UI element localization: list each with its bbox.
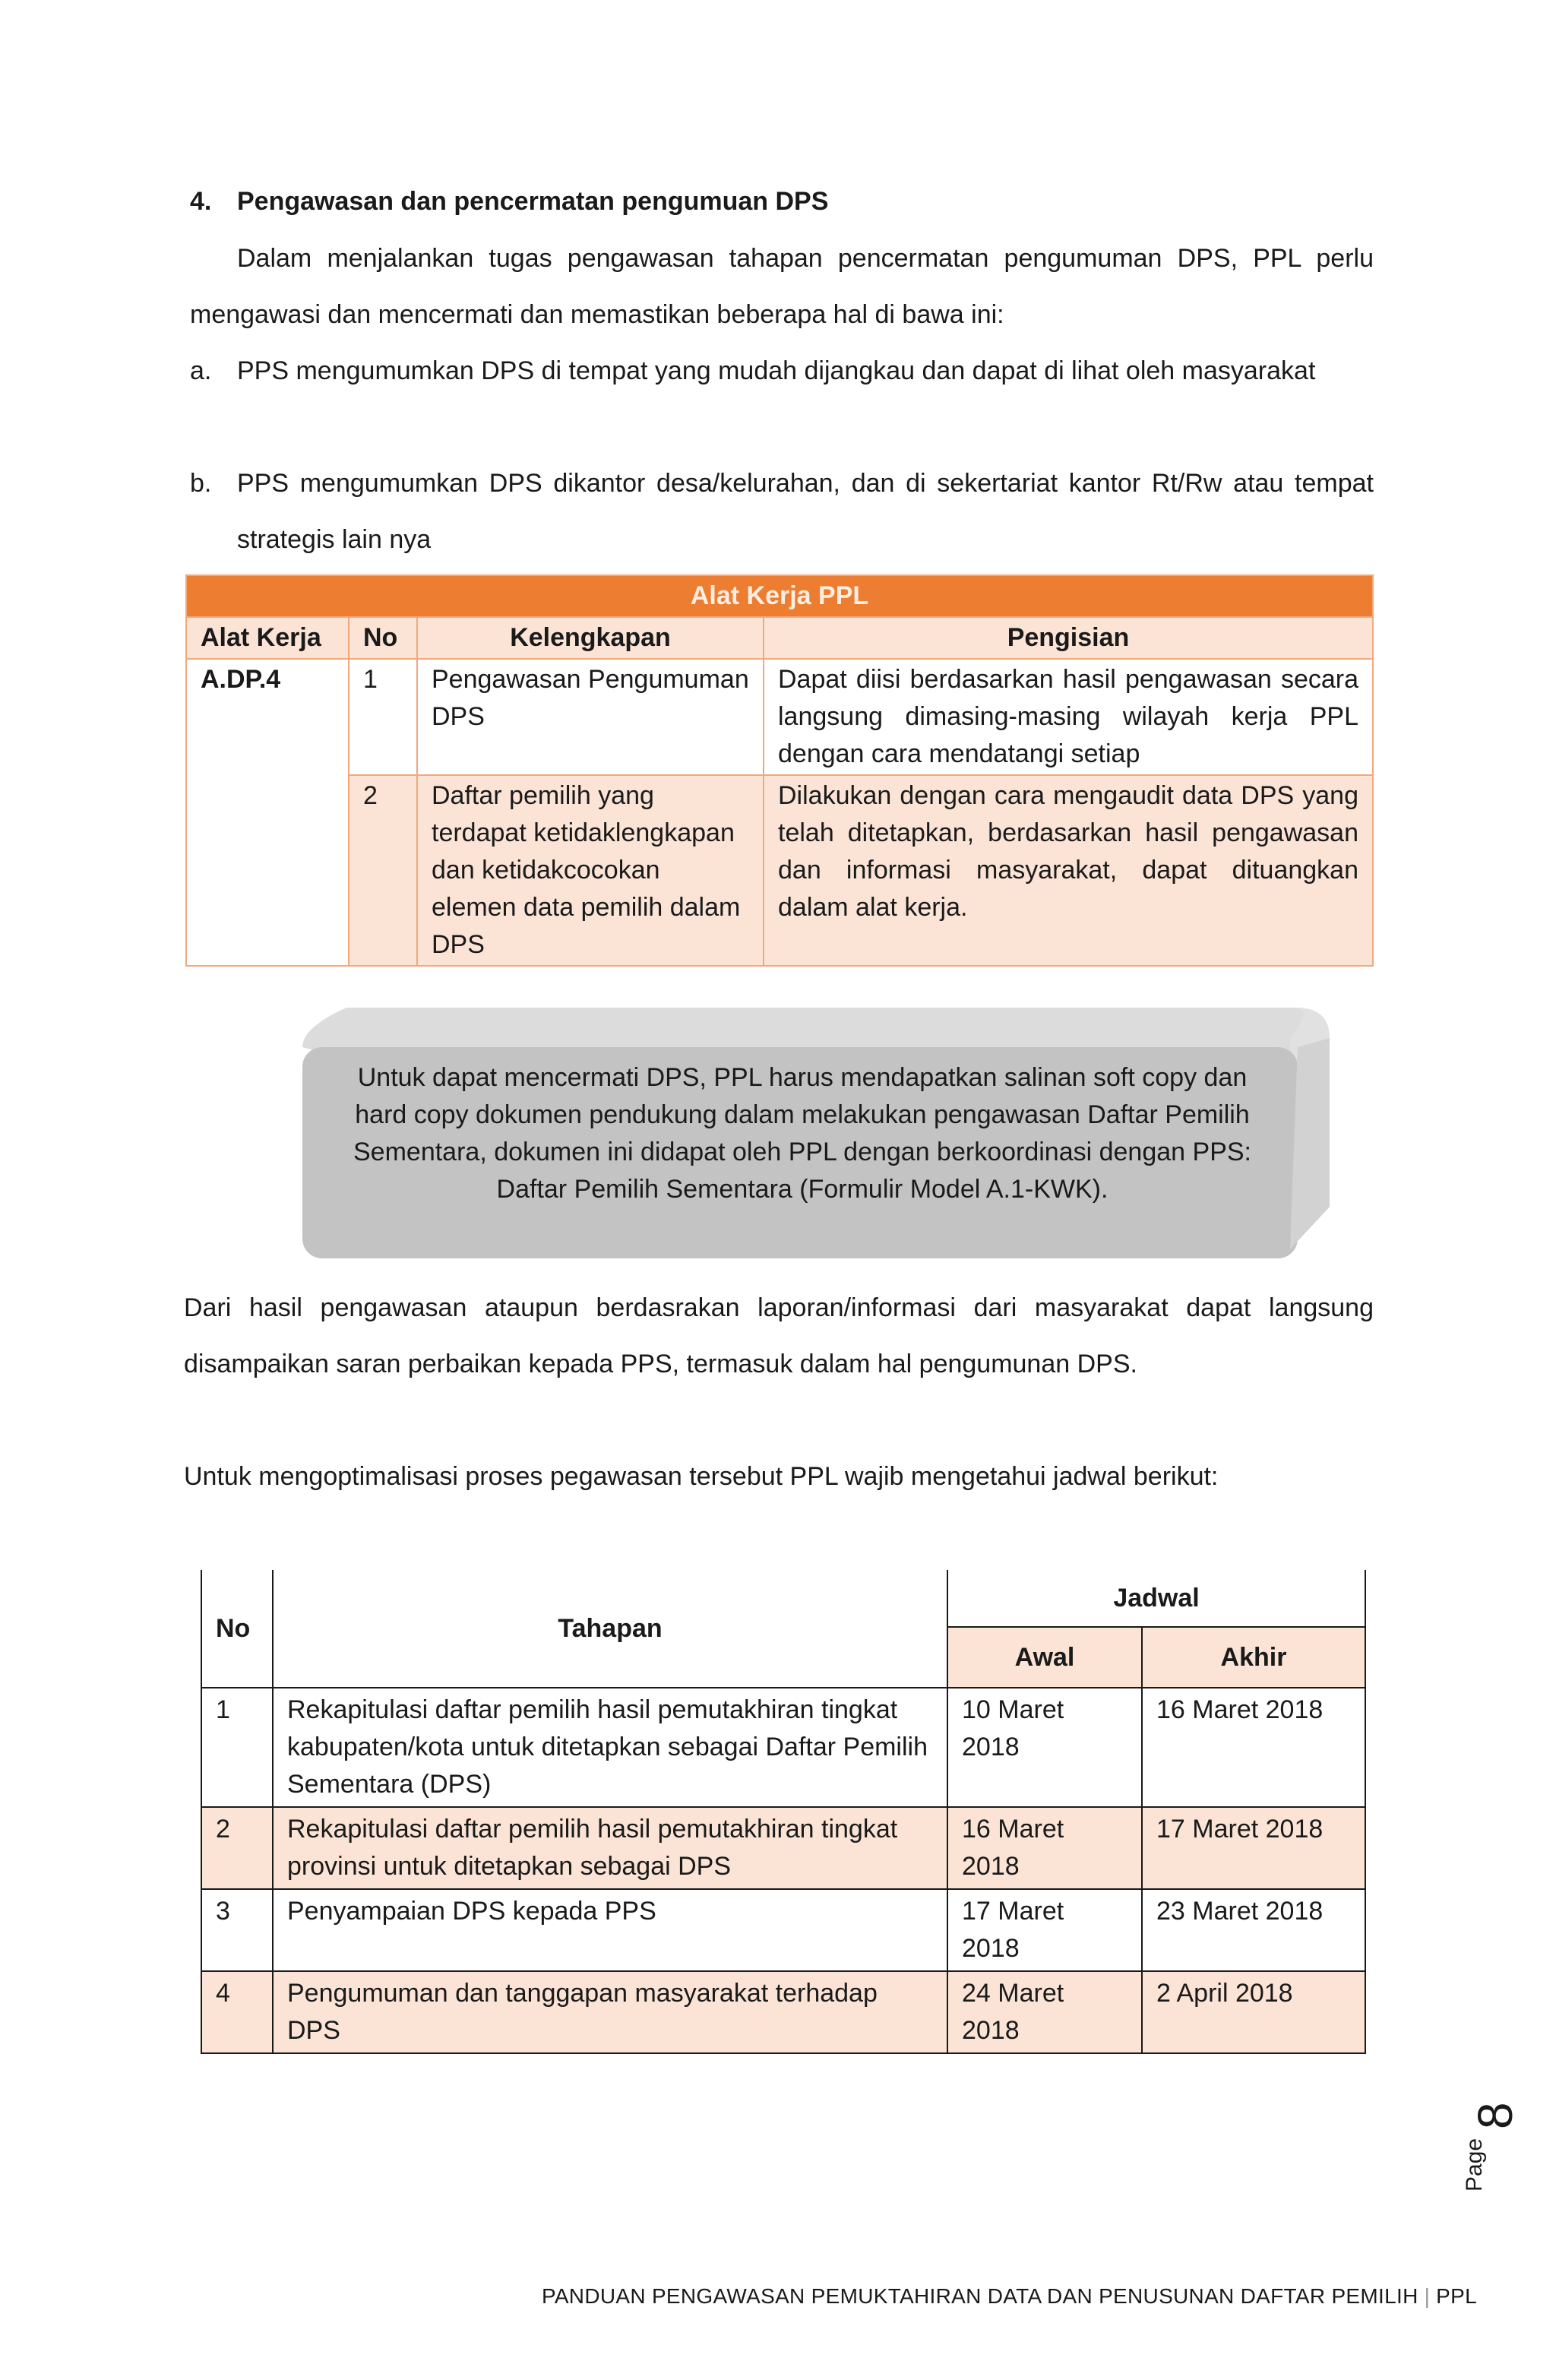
schedule-akhir: 23 Maret 2018 xyxy=(1142,1889,1365,1971)
tool-row-pengisian: Dilakukan dengan cara mengaudit data DPS yang telah ditetapkan, berdasarkan hasil pengawasan dan informasi masyarakat, dapat dituangkan dalam alat kerja. xyxy=(764,775,1373,966)
callout-text: Untuk dapat mencermati DPS, PPL harus mendapatkan salinan soft copy dan hard copy dokumen pendukung dalam melakukan pengawasan Daftar Pemilih Sementara, dokumen ini didapat oleh PPL dengan berkoordinasi dengan PPS: Daftar Pemilih Sementara (Formulir Model A.1-KWK). xyxy=(353,1063,1251,1204)
tool-row-kelengkapan: Daftar pemilih yang terdapat ketidaklengkapan dan ketidakcocokan elemen data pemilih dalam DPS xyxy=(417,775,764,966)
schedule-akhir: 17 Maret 2018 xyxy=(1142,1807,1365,1889)
tool-header-alat-kerja: Alat Kerja xyxy=(186,617,349,659)
schedule-no: 3 xyxy=(201,1889,273,1971)
tool-row-pengisian: Dapat diisi berdasarkan hasil pengawasan secara langsung dimasing-masing wilayah kerja PPL dengan cara mendatangi setiap xyxy=(764,659,1373,775)
list-item-a: PPS mengumumkan DPS di tempat yang mudah dijangkau dan dapat di lihat oleh masyarakat xyxy=(237,356,1316,385)
schedule-no: 4 xyxy=(201,1971,273,2053)
table-row xyxy=(201,1688,1365,1807)
schedule-awal: 16 Maret 2018 xyxy=(947,1807,1142,1889)
page-label: Page xyxy=(1462,2138,1487,2192)
table-row xyxy=(186,775,1373,966)
footer xyxy=(542,2284,1477,2309)
tool-row-kelengkapan: Pengawasan Pengumuman DPS xyxy=(417,659,764,775)
page-number xyxy=(1437,2082,1529,2204)
schedule-awal: 24 Maret 2018 xyxy=(947,1971,1142,2053)
tool-header-pengisian: Pengisian xyxy=(764,617,1373,659)
footer-org: PPL xyxy=(1436,2284,1477,2308)
schedule-akhir: 2 April 2018 xyxy=(1142,1971,1365,2053)
footer-separator: | xyxy=(1424,2284,1431,2308)
schedule-table xyxy=(201,1570,1366,2054)
schedule-no: 2 xyxy=(201,1807,273,1889)
page-digit: 8 xyxy=(1468,2102,1523,2129)
schedule-header-tahapan: Tahapan xyxy=(273,1570,947,1688)
schedule-header-no: No xyxy=(201,1570,273,1688)
schedule-intro: Untuk mengoptimalisasi proses pegawasan tersebut PPL wajib mengetahui jadwal berikut: xyxy=(184,1462,1219,1491)
paragraph-saran: Dari hasil pengawasan ataupun berdasrakan laporan/informasi dari masyarakat dapat langsung disampaikan saran perbaikan kepada PPS, termasuk dalam hal pengumunan DPS. xyxy=(184,1293,1374,1378)
tool-table-caption: Alat Kerja PPL xyxy=(186,575,1373,617)
schedule-akhir: 16 Maret 2018 xyxy=(1142,1688,1365,1807)
schedule-no: 1 xyxy=(201,1688,273,1807)
schedule-tahapan: Pengumuman dan tanggapan masyarakat terhadap DPS xyxy=(273,1971,947,2053)
schedule-awal: 17 Maret 2018 xyxy=(947,1889,1142,1971)
list-marker-a: a. xyxy=(190,356,212,385)
schedule-tahapan: Rekapitulasi daftar pemilih hasil pemutakhiran tingkat kabupaten/kota untuk ditetapkan sebagai Daftar Pemilih Sementara (DPS) xyxy=(273,1688,947,1807)
tool-code: A.DP.4 xyxy=(186,659,349,966)
section-intro: Dalam menjalankan tugas pengawasan tahapan pencermatan pengumuman DPS, PPL perlu mengawasi dan mencermati dan memastikan beberapa hal di bawa ini: xyxy=(190,244,1374,329)
schedule-header-akhir: Akhir xyxy=(1142,1627,1365,1688)
table-row xyxy=(201,1971,1365,2053)
callout-box xyxy=(302,1008,1330,1258)
footer-title: PANDUAN PENGAWASAN PEMUKTAHIRAN DATA DAN PENUSUNAN DAFTAR PEMILIH xyxy=(541,2284,1418,2308)
section-number: 4. xyxy=(190,187,212,216)
tool-table xyxy=(185,574,1374,967)
table-row xyxy=(186,659,1373,775)
list-marker-b: b. xyxy=(190,469,212,498)
tool-row-no: 1 xyxy=(349,659,417,775)
schedule-tahapan: Penyampaian DPS kepada PPS xyxy=(273,1889,947,1971)
schedule-header-awal: Awal xyxy=(947,1627,1142,1688)
schedule-awal: 10 Maret 2018 xyxy=(947,1688,1142,1807)
schedule-tahapan: Rekapitulasi daftar pemilih hasil pemutakhiran tingkat provinsi untuk ditetapkan sebagai DPS xyxy=(273,1807,947,1889)
table-row xyxy=(201,1889,1365,1971)
tool-row-no: 2 xyxy=(349,775,417,966)
schedule-header-jadwal: Jadwal xyxy=(947,1570,1365,1627)
table-row xyxy=(201,1807,1365,1889)
section-title: Pengawasan dan pencermatan pengumuan DPS xyxy=(237,187,829,216)
tool-header-no: No xyxy=(349,617,417,659)
tool-header-kelengkapan: Kelengkapan xyxy=(417,617,764,659)
list-item-b: PPS mengumumkan DPS dikantor desa/kelurahan, dan di sekertariat kantor Rt/Rw atau tempat strategis lain nya xyxy=(237,469,1374,554)
